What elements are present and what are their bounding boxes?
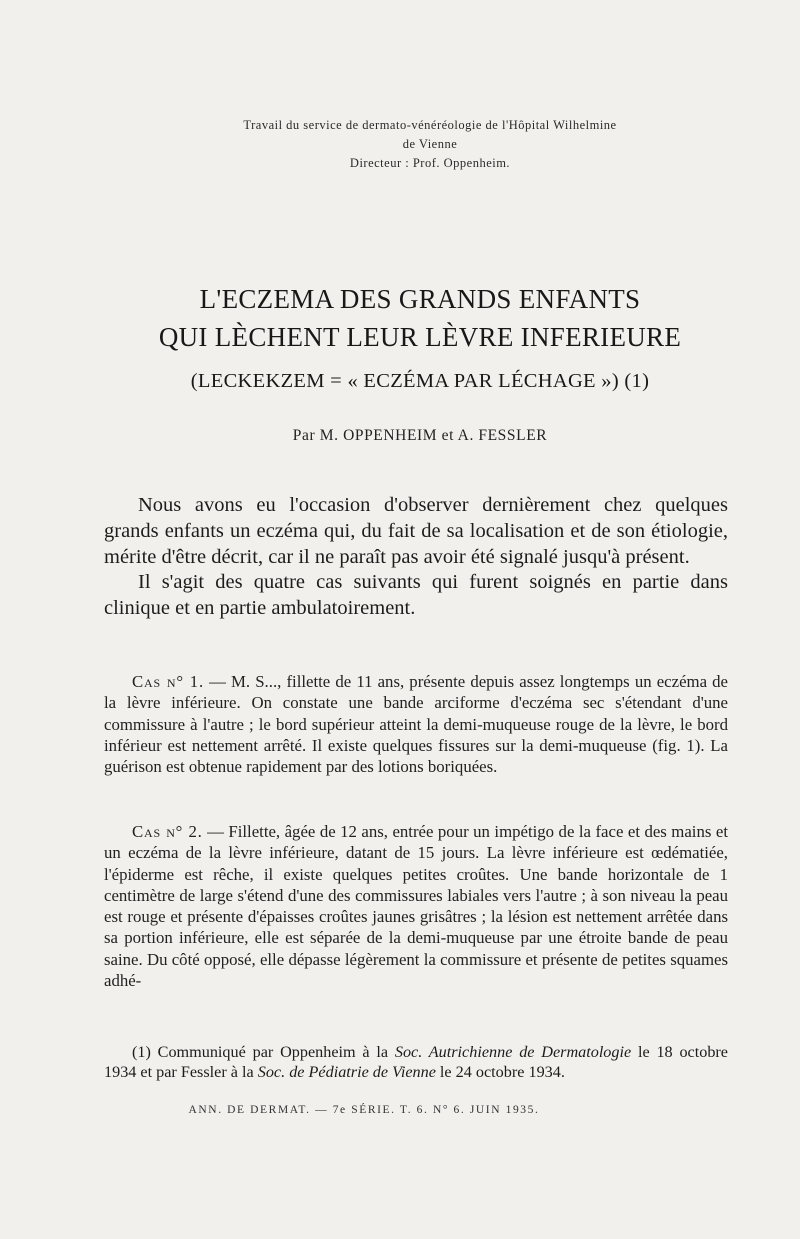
case-1-text: — M. S..., fillette de 11 ans, présente depuis assez longtemps un eczéma de la lèvre inférieure. On constate une bande arciforme d'eczéma sec s'étendant d'une commissure à l'autre ; le bord supérieur atteint la demi-muqueuse rouge de la lèvre, le bord inférieur est nettement arrêté. Il existe quelques fissures sur la demi-muqueuse (fig. 1). La guérison est obtenue rapidement par des lotions boriquées.: [104, 672, 728, 777]
authors-line: Par M. OPPENHEIM et A. FESSLER: [292, 427, 548, 444]
case-2-text: — Fillette, âgée de 12 ans, entrée pour un impétigo de la face et des mains et un eczéma de la lèvre inférieure, datant de 15 jours. La lèvre inférieure est œdématiée, l'épiderme est rêche, il existe quelques petites croûtes. Une bande horizontale de 1 centimètre de large s'étend d'une des commissures labiales vers l'autre ; à son niveau la peau est rouge et présente d'épaisses croûtes jaunes grisâtres ; la lésion est nettement arrêtée dans sa portion inférieure, elle est séparée de la demi-muqueuse par une étroite bande de peau saine. Du côté opposé, elle dépasse légèrement la commissure et présente de petites squames adhé-: [104, 822, 728, 991]
intro-paragraph-1: Nous avons eu l'occasion d'observer dernièrement chez quelques grands enfants un eczéma qui, du fait de sa localisation et de son étiologie, mérite d'être décrit, car il ne paraît pas avoir été signalé jusqu'à présent.: [104, 494, 728, 568]
footnote-journal-2: Soc. de Pédiatrie de Vienne: [257, 1063, 436, 1081]
case-2-label: Cas n° 2.: [132, 822, 203, 841]
case-2: [104, 821, 728, 991]
article-subtitle: (LECKEKZEM = « ECZÉMA PAR LÉCHAGE ») (1): [190, 370, 650, 392]
header-line-1: Travail du service de dermato-vénéréologie de l'Hôpital Wilhelmine: [243, 118, 617, 132]
header-line-2: de Vienne: [402, 137, 458, 151]
title-line-2: QUI LÈCHENT LEUR LÈVRE INFERIEURE: [158, 322, 682, 352]
footnote-journal-1: Soc. Autrichienne de Dermatologie: [394, 1043, 632, 1061]
institution-header: [190, 116, 670, 173]
case-1: [104, 671, 728, 777]
header-line-3: Directeur : Prof. Oppenheim.: [349, 156, 511, 170]
footnote: [104, 1042, 728, 1082]
intro-paragraph-2: Il s'agit des quatre cas suivants qui furent soignés en partie dans clinique et en partie ambulatoirement.: [104, 571, 728, 620]
journal-reference: ANN. DE DERMAT. — 7e SÉRIE. T. 6. N° 6. JUIN 1935.: [188, 1104, 540, 1116]
title-line-1: L'ECZEMA DES GRANDS ENFANTS: [199, 284, 641, 314]
footnote-middle: le 18 octobre 1934 et par Fessler à la: [104, 1043, 728, 1081]
footnote-before: (1) Communiqué par Oppenheim à la: [132, 1043, 395, 1061]
footnote-after: le 24 octobre 1934.: [435, 1063, 565, 1081]
case-1-label: Cas n° 1.: [132, 672, 204, 691]
introduction: [104, 493, 728, 622]
